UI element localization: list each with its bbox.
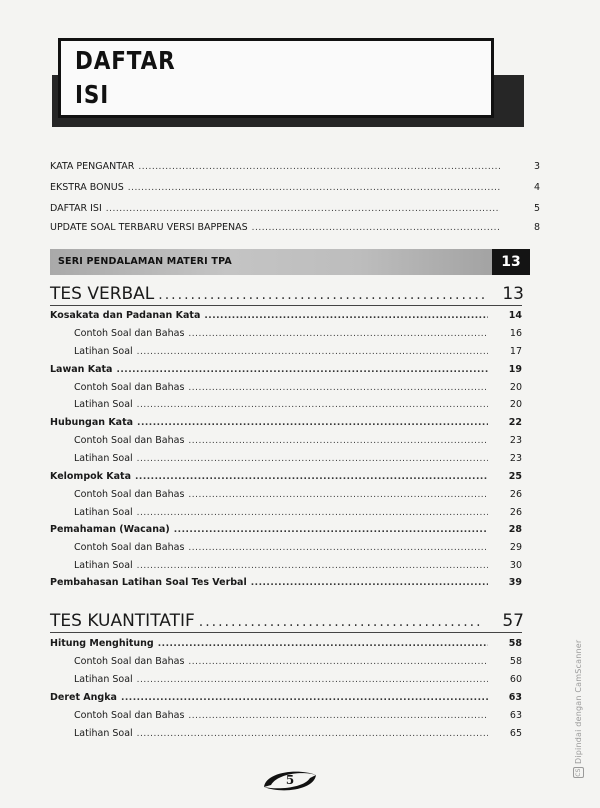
leader-dots (137, 418, 488, 428)
leader-dots (252, 223, 500, 233)
leader-dots (137, 675, 488, 685)
toc-entry-page: 39 (508, 577, 522, 588)
toc-entry-category[interactable] (0, 692, 600, 703)
toc-entry-label: Deret Angka (50, 692, 117, 703)
toc-entry-sub[interactable] (0, 507, 600, 518)
toc-entry-label: Latihan Soal (74, 560, 133, 571)
toc-entry-label: Hubungan Kata (50, 417, 134, 428)
leader-dots (188, 436, 488, 446)
page-number-text: 5 (285, 773, 295, 787)
toc-entry-label: Contoh Soal dan Bahas (74, 489, 185, 500)
chapter-page: 13 (502, 284, 524, 304)
leader-dots (188, 490, 488, 500)
leader-dots (188, 711, 488, 721)
toc-entry-page: 17 (509, 346, 522, 357)
toc-entry-label: Contoh Soal dan Bahas (74, 710, 185, 721)
toc-entry-label: Pemahaman (Wacana) (50, 524, 170, 535)
chapter-divider (50, 632, 522, 633)
chapter-title: TES KUANTITATIF (50, 611, 195, 631)
toc-entry-sub[interactable] (0, 728, 600, 739)
toc-entry-sub[interactable] (0, 710, 600, 721)
toc-entry-label: Lawan Kata (50, 364, 113, 375)
leader-dots (137, 508, 488, 518)
toc-entry-label: Kosakata dan Padanan Kata (50, 310, 201, 321)
toc-entry-page: 14 (508, 310, 522, 321)
toc-entry-page: 63 (508, 692, 522, 703)
toc-entry-page: 63 (509, 710, 522, 721)
toc-entry-category[interactable] (0, 310, 600, 321)
section-label: SERI PENDALAMAN MATERI TPA (58, 256, 232, 267)
toc-entry-sub[interactable] (0, 382, 600, 393)
toc-entry-sub[interactable] (0, 399, 600, 410)
leader-dots (137, 400, 488, 410)
title-line-2: ISI (75, 80, 110, 109)
leader-dots (188, 543, 488, 553)
toc-entry-sub[interactable] (0, 674, 600, 685)
toc-entry-sub[interactable] (0, 560, 600, 571)
leader-dots (199, 614, 484, 630)
leader-dots (188, 329, 488, 339)
toc-entry-page: 8 (533, 222, 540, 233)
section-page-badge: 13 (492, 249, 530, 275)
toc-entry-label: Contoh Soal dan Bahas (74, 382, 185, 393)
page-number (258, 768, 322, 794)
leader-dots (204, 311, 488, 321)
toc-entry-label: Hitung Menghitung (50, 638, 154, 649)
toc-entry-category[interactable] (0, 417, 600, 428)
toc-entry-page: 60 (509, 674, 522, 685)
toc-entry-sub[interactable] (0, 435, 600, 446)
leader-dots (121, 693, 488, 703)
toc-entry-label: Latihan Soal (74, 399, 133, 410)
toc-entry-page: 16 (509, 328, 522, 339)
toc-entry-sub[interactable] (0, 453, 600, 464)
leader-dots (128, 183, 500, 193)
leader-dots (158, 287, 484, 303)
leader-dots (135, 472, 488, 482)
toc-entry-page: 23 (509, 453, 522, 464)
toc-entry-intro[interactable] (0, 222, 600, 233)
toc-entry-category[interactable] (0, 364, 600, 375)
toc-entry-page: 3 (533, 161, 540, 172)
toc-entry-page: 5 (533, 203, 540, 214)
leader-dots (137, 347, 488, 357)
toc-entry-label: KATA PENGANTAR (50, 161, 135, 172)
page-title (75, 44, 176, 112)
chapter-title: TES VERBAL (50, 284, 155, 304)
toc-entry-label: Latihan Soal (74, 674, 133, 685)
leader-dots (116, 365, 488, 375)
toc-entry-page: 20 (509, 399, 522, 410)
watermark-text: Dipindai dengan CamScanner (574, 639, 583, 764)
toc-entry-page: 22 (508, 417, 522, 428)
leader-dots (137, 454, 488, 464)
toc-entry-page: 20 (509, 382, 522, 393)
toc-entry-page: 19 (508, 364, 522, 375)
toc-entry-intro[interactable] (0, 182, 600, 193)
toc-entry-page: 28 (508, 524, 522, 535)
section-bar[interactable] (50, 249, 492, 275)
leader-dots (137, 729, 488, 739)
toc-entry-label: Contoh Soal dan Bahas (74, 328, 185, 339)
toc-entry-sub[interactable] (0, 656, 600, 667)
toc-entry-page: 26 (509, 489, 522, 500)
toc-entry-label: Contoh Soal dan Bahas (74, 656, 185, 667)
chapter-page: 57 (502, 611, 524, 631)
toc-entry-page: 58 (508, 638, 522, 649)
toc-entry-page: 30 (509, 560, 522, 571)
toc-entry-page: 29 (509, 542, 522, 553)
leader-dots (158, 639, 488, 649)
leader-dots (138, 162, 500, 172)
leader-dots (188, 383, 488, 393)
toc-entry-sub[interactable] (0, 328, 600, 339)
toc-entry-label: Latihan Soal (74, 346, 133, 357)
chapter-tes-kuantitatif[interactable] (0, 611, 600, 631)
toc-entry-label: UPDATE SOAL TERBARU VERSI BAPPENAS (50, 222, 248, 233)
toc-entry-label: DAFTAR ISI (50, 203, 102, 214)
toc-entry-page: 23 (509, 435, 522, 446)
toc-entry-intro[interactable] (0, 203, 600, 214)
leader-dots (174, 525, 488, 535)
toc-entry-page: 25 (508, 471, 522, 482)
toc-entry-label: Latihan Soal (74, 728, 133, 739)
toc-entry-page: 58 (509, 656, 522, 667)
toc-entry-page: 26 (509, 507, 522, 518)
toc-entry-label: Pembahasan Latihan Soal Tes Verbal (50, 577, 247, 588)
toc-entry-category[interactable] (0, 638, 600, 649)
toc-entry-page: 4 (533, 182, 540, 193)
toc-entry-sub[interactable] (0, 542, 600, 553)
toc-entry-sub[interactable] (0, 346, 600, 357)
leader-dots (188, 657, 488, 667)
chapter-tes-verbal[interactable] (0, 284, 600, 304)
toc-entry-category[interactable] (0, 471, 600, 482)
title-line-1: DAFTAR (75, 46, 176, 75)
toc-entry-sub[interactable] (0, 489, 600, 500)
toc-entry-intro[interactable] (0, 161, 600, 172)
camscanner-icon: CS (575, 768, 582, 777)
leader-dots (251, 578, 488, 588)
toc-entry-label: Kelompok Kata (50, 471, 131, 482)
toc-entry-page: 65 (509, 728, 522, 739)
scanner-watermark (573, 640, 584, 778)
toc-entry-category[interactable] (0, 577, 600, 588)
toc-entry-label: Latihan Soal (74, 453, 133, 464)
toc-entry-label: EKSTRA BONUS (50, 182, 124, 193)
leader-dots (137, 561, 488, 571)
toc-entry-label: Contoh Soal dan Bahas (74, 542, 185, 553)
toc-entry-label: Latihan Soal (74, 507, 133, 518)
chapter-divider (50, 305, 522, 306)
leader-dots (106, 204, 500, 214)
toc-entry-category[interactable] (0, 524, 600, 535)
title-box (58, 38, 494, 118)
toc-entry-label: Contoh Soal dan Bahas (74, 435, 185, 446)
